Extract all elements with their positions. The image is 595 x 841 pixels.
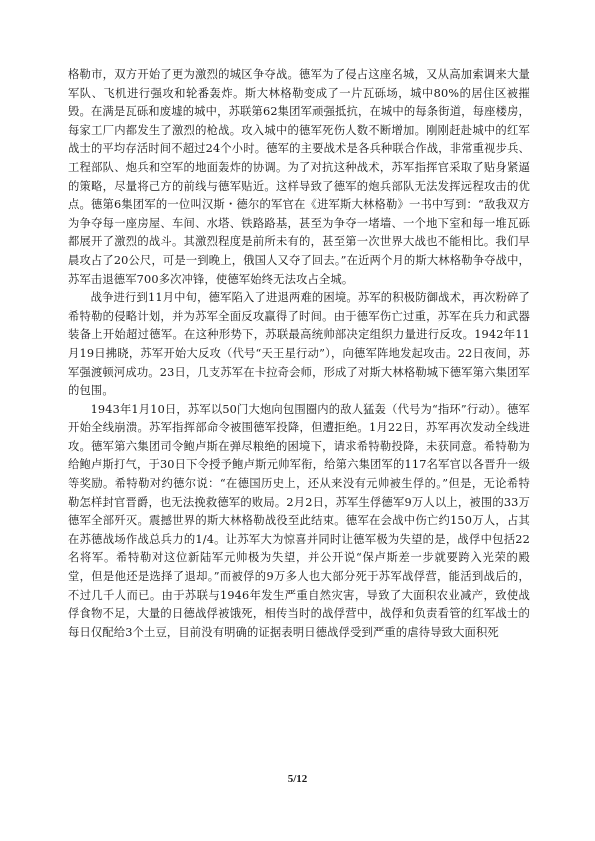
- paragraph-1: 格勒市，双方开始了更为激烈的城区争夺战。德军为了侵占这座名城，又从高加索调来大量军队、飞机进行强攻和轮番轰炸。斯大林格勒变成了一片瓦砾场，城中80%的居住区被摧毁。在满是瓦砾和废墟的城中，苏联第62集团军顽强抵抗，在城中的每条街道，每座楼房，每家工厂内都发生了激烈的枪战。攻入城中的德军死伤人数不断增加。刚刚赶赴城中的红军战士的平均存活时间不超过24个小时。德军的主要战术是各兵种联合作战，非常重视步兵、工程部队、炮兵和空军的地面轰炸的协调。为了对抗这种战术，苏军指挥官采取了贴身紧逼的策略，尽量将己方的前线与德军贴近。这样导致了德军的炮兵部队无法发挥远程攻击的优点。德第6集团军的一位叫汉斯・德尔的军官在《进军斯大林格勒》一书中写到：“敌我双方为争夺每一座房屋、车间、水塔、铁路路基，甚至为争夺一堵墙、一个地下室和每一堆瓦砾都展开了激烈的战斗。其激烈程度是前所未有的，甚至第一次世界大战也不能相比。我们早晨攻占了20公尺，可是一到晚上，俄国人又夺了回去。”在近两个月的斯大林格勒争夺战中，苏军击退德军700多次冲锋，使德军始终无法攻占全城。: [68, 68, 530, 286]
- paragraph-3: 1943年1月10日，苏军以50门大炮向包围圈内的敌人猛轰（代号为“指环”行动）。德军开始全线崩溃。苏军指挥部命令被围德军投降，但遭拒绝。1月22日，苏军再次发动全线进攻。德军第六集团司令鲍卢斯在弹尽粮绝的困境下，请求希特勒投降，未获同意。希特勒为给鲍卢斯打气，于30日下令授予鲍卢斯元帅军衔，给第六集团军的117名军官以各晋升一级等奖励。希特勒对约德尔说：“在德国历史上，还从来没有元帅被生俘的。”但是，无论希特勒怎样封官晋爵，也无法挽救德军的败局。2月2日，苏军生俘德军9万人以上，被围的33万德军全部歼灭。震撼世界的斯大林格勒战役至此结束。德军在会战中伤亡约150万人，占其在苏德战场作战总兵力的1/4。让苏军大为惊喜并同时让德军极为失望的是，战俘中包括22名将军。希特勒对这位新陆军元帅极为失望，并公开说“保卢斯差一步就要跨入光荣的殿堂，但是他还是选择了退却。”而被俘的9万多人也大部分死于苏军战俘营，能活到战后的，不过几千人而已。由于苏联与1946年发生严重自然灾害，导致了大面积农业减产，致使战俘食物不足，大量的日德战俘被饿死，相传当时的战俘营中，战俘和负责看管的红军战士的每日仅配给3个土豆，目前没有明确的证据表明日德战俘受到严重的虐待导致大面积死: [68, 402, 530, 639]
- page-number: 5/12: [287, 773, 308, 785]
- paragraph-2: 战争进行到11月中旬，德军陷入了进退两难的困境。苏军的积极防御战术，再次粉碎了希特勒的侵略计划，并为苏军全面反攻赢得了时间。由于德军伤亡过重，苏军在兵力和武器装备上开始超过德军。在这种形势下，苏联最高统帅部决定组织力量进行反攻。1942年11月19日拂晓，苏军开始大反攻（代号“天王星行动”），向德军阵地发起攻击。22日夜间，苏军强渡顿河成功。23日，几支苏军在卡拉奇会师，形成了对斯大林格勒城下德军第六集团军的包围。: [68, 291, 530, 398]
- document-body: [68, 66, 530, 642]
